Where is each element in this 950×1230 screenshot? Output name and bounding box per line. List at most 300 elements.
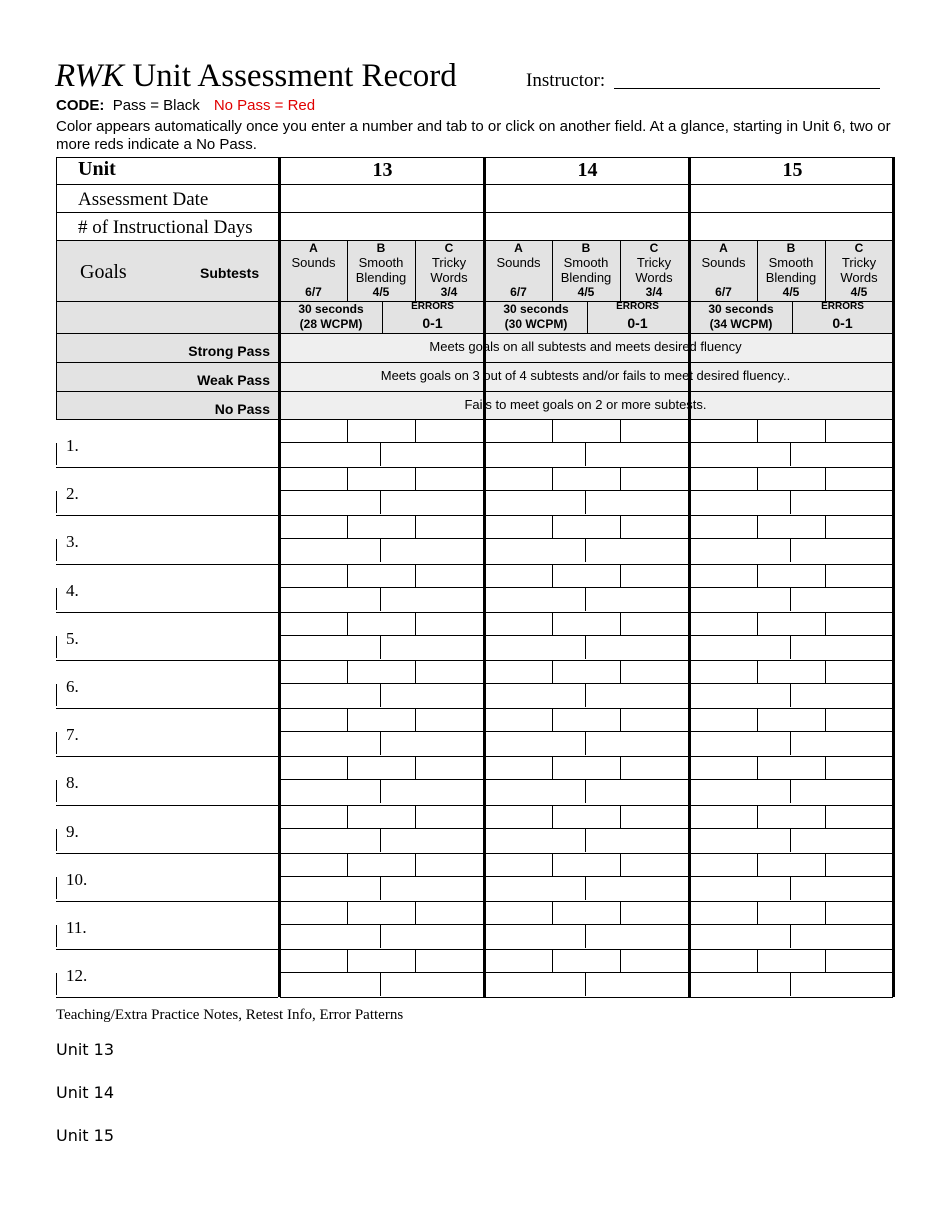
student-row-tick: [56, 684, 57, 706]
subtest-score-input[interactable]: [415, 420, 483, 442]
student-number: 4.: [66, 580, 79, 600]
subtest-score-input[interactable]: [280, 950, 347, 972]
fluency-score-input[interactable]: [280, 732, 380, 755]
subtest-score-input[interactable]: [825, 950, 893, 972]
subtest-score-input[interactable]: [825, 806, 893, 828]
subtest-goal: 6/7: [510, 285, 527, 299]
notes-unit-14[interactable]: Unit 14: [56, 1083, 115, 1102]
subtest-score-input[interactable]: [415, 757, 483, 779]
unit-13-days-input[interactable]: [280, 213, 483, 240]
subtest-score-input[interactable]: [280, 420, 347, 442]
subtest-score-input[interactable]: [552, 516, 620, 538]
subtest-name: Smooth: [563, 255, 609, 270]
unit-13-header: 13: [372, 159, 393, 181]
subtest-letter: C: [854, 241, 864, 255]
errors-score-input[interactable]: [791, 539, 892, 562]
page-title: [55, 56, 457, 96]
subtest-score-input[interactable]: [825, 661, 893, 683]
errors-score-input[interactable]: [381, 973, 482, 996]
unit-14-days-input[interactable]: [485, 213, 688, 240]
fluency-score-input[interactable]: [280, 829, 380, 852]
student-row-tick: [56, 636, 57, 658]
subtest-score-input[interactable]: [620, 757, 688, 779]
fluency-score-input[interactable]: [690, 829, 790, 852]
student-name-input[interactable]: [96, 471, 274, 513]
grid-line: [56, 333, 893, 334]
subtest-score-input[interactable]: [690, 709, 757, 731]
subtest-score-input[interactable]: [347, 854, 415, 876]
instructor-field[interactable]: [614, 88, 880, 89]
subtest-name: Smooth: [768, 255, 814, 270]
errors-label: ERRORS: [821, 301, 864, 312]
student-number: 5.: [66, 628, 79, 648]
errors-score-input[interactable]: [586, 732, 687, 755]
student-name-input[interactable]: [96, 712, 274, 754]
unit-13-date-input[interactable]: [280, 185, 483, 212]
goals-label: Goals: [80, 261, 127, 283]
errors-score-input[interactable]: [381, 684, 482, 707]
errors-score-input[interactable]: [586, 636, 687, 659]
criteria-label: Strong Pass: [188, 343, 270, 359]
errors-score-input[interactable]: [791, 780, 892, 803]
errors-score-input[interactable]: [381, 636, 482, 659]
errors-score-input[interactable]: [586, 684, 687, 707]
student-row-tick: [56, 539, 57, 561]
student-number: 7.: [66, 725, 79, 745]
subtest-score-input[interactable]: [552, 902, 620, 924]
student-number: 1.: [66, 436, 79, 455]
subtest-name: Blending: [765, 270, 817, 285]
errors-score-input[interactable]: [381, 588, 482, 611]
subtest-name: Sounds: [701, 255, 746, 270]
subtest-score-input[interactable]: [757, 420, 825, 442]
subtest-score-input[interactable]: [347, 757, 415, 779]
errors-score-input[interactable]: [791, 588, 892, 611]
errors-score-input[interactable]: [381, 491, 482, 514]
subtest-score-input[interactable]: [280, 757, 347, 779]
subtests-label: Subtests: [200, 265, 260, 281]
student-row-line: [56, 708, 278, 709]
subtest-score-input[interactable]: [485, 806, 552, 828]
student-row-tick: [56, 973, 57, 995]
subtest-score-input[interactable]: [485, 709, 552, 731]
fluency-score-input[interactable]: [485, 684, 585, 707]
notes-title: Teaching/Extra Practice Notes, Retest Info, Error Patterns: [56, 1007, 404, 1023]
errors-score-input[interactable]: [381, 877, 482, 900]
fluency-wcpm: (28 WCPM): [299, 317, 363, 331]
code-description: Color appears automatically once you enter a number and tab to or click on another field. At a glance, starting in Unit 6, two or more reds indicate a No Pass.: [56, 118, 891, 153]
student-name-input[interactable]: [96, 760, 274, 802]
subtest-score-input[interactable]: [415, 661, 483, 683]
subtest-name: Tricky: [431, 255, 467, 270]
fluency-score-input[interactable]: [280, 780, 380, 803]
errors-score-input[interactable]: [586, 539, 687, 562]
subtest-score-input[interactable]: [485, 565, 552, 587]
errors-score-input[interactable]: [586, 877, 687, 900]
subtest-goal: 3/4: [440, 285, 458, 299]
subtest-score-input[interactable]: [415, 709, 483, 731]
errors-score-input[interactable]: [586, 443, 687, 466]
subtest-score-input[interactable]: [485, 468, 552, 490]
assessment-date-label: Assessment Date: [78, 189, 209, 210]
fluency-wcpm: (34 WCPM): [709, 317, 773, 331]
grid-line: [483, 240, 484, 301]
subtest-score-input[interactable]: [552, 661, 620, 683]
subtest-score-input[interactable]: [280, 661, 347, 683]
subtest-score-input[interactable]: [690, 613, 757, 635]
fluency-score-input[interactable]: [690, 732, 790, 755]
fluency-score-input[interactable]: [280, 684, 380, 707]
student-row-line: [56, 515, 278, 516]
subtest-score-input[interactable]: [280, 709, 347, 731]
fluency-score-input[interactable]: [690, 877, 790, 900]
subtest-score-input[interactable]: [485, 902, 552, 924]
subtest-score-input[interactable]: [690, 902, 757, 924]
subtest-score-input[interactable]: [757, 468, 825, 490]
errors-score-input[interactable]: [586, 491, 687, 514]
code-no-pass: No Pass = Red: [213, 97, 316, 114]
errors-score-input[interactable]: [381, 780, 482, 803]
errors-score-input[interactable]: [791, 925, 892, 948]
subtest-goal: 4/5: [850, 285, 868, 299]
subtest-score-input[interactable]: [485, 950, 552, 972]
subtest-letter: B: [581, 241, 591, 255]
subtest-score-input[interactable]: [347, 902, 415, 924]
subtest-score-input[interactable]: [825, 516, 893, 538]
unit-14-header: 14: [577, 159, 598, 181]
errors-score-input[interactable]: [791, 684, 892, 707]
subtest-score-input[interactable]: [757, 902, 825, 924]
fluency-score-input[interactable]: [690, 588, 790, 611]
subtest-score-input[interactable]: [347, 420, 415, 442]
subtest-score-input[interactable]: [552, 565, 620, 587]
subtest-score-input[interactable]: [280, 806, 347, 828]
subtest-score-input[interactable]: [552, 709, 620, 731]
subtest-score-input[interactable]: [347, 468, 415, 490]
subtest-name: Words: [840, 270, 878, 285]
subtest-score-input[interactable]: [485, 661, 552, 683]
subtest-score-input[interactable]: [690, 468, 757, 490]
errors-label: ERRORS: [616, 301, 659, 312]
student-row-line: [56, 949, 278, 950]
errors-score-input[interactable]: [381, 539, 482, 562]
student-row-tick: [56, 829, 57, 851]
subtest-score-input[interactable]: [415, 468, 483, 490]
grid-line: [280, 997, 893, 998]
subtest-score-input[interactable]: [825, 709, 893, 731]
errors-score-input[interactable]: [791, 829, 892, 852]
fluency-score-input[interactable]: [690, 636, 790, 659]
subtest-score-input[interactable]: [690, 854, 757, 876]
subtest-name: Tricky: [841, 255, 877, 270]
subtest-score-input[interactable]: [757, 757, 825, 779]
subtest-name: Sounds: [496, 255, 541, 270]
subtest-score-input[interactable]: [620, 854, 688, 876]
subtest-score-input[interactable]: [757, 516, 825, 538]
errors-score-input[interactable]: [586, 588, 687, 611]
subtest-score-input[interactable]: [552, 613, 620, 635]
errors-score-input[interactable]: [586, 973, 687, 996]
errors-label: ERRORS: [411, 301, 454, 312]
fluency-score-input[interactable]: [690, 925, 790, 948]
student-name-input[interactable]: [96, 568, 274, 610]
grid-line: [688, 240, 689, 301]
subtest-score-input[interactable]: [690, 420, 757, 442]
fluency-score-input[interactable]: [485, 443, 585, 466]
errors-score-input[interactable]: [791, 443, 892, 466]
unit-15-header: 15: [782, 159, 803, 181]
fluency-score-input[interactable]: [280, 491, 380, 514]
student-row-line: [56, 756, 278, 757]
subtest-score-input[interactable]: [280, 902, 347, 924]
fluency-score-input[interactable]: [690, 491, 790, 514]
student-name-input[interactable]: [96, 423, 274, 465]
criteria-text: Meets goals on all subtests and meets desired fluency: [429, 339, 742, 354]
fluency-score-input[interactable]: [280, 877, 380, 900]
goals-label-cell: [56, 240, 278, 333]
subtest-score-input[interactable]: [825, 468, 893, 490]
unit-14-date-input[interactable]: [485, 185, 688, 212]
student-name-input[interactable]: [96, 519, 274, 561]
subtest-score-input[interactable]: [415, 902, 483, 924]
subtest-score-input[interactable]: [757, 806, 825, 828]
subtest-score-input[interactable]: [690, 950, 757, 972]
subtest-score-input[interactable]: [757, 661, 825, 683]
subtest-score-input[interactable]: [485, 516, 552, 538]
subtest-score-input[interactable]: [690, 757, 757, 779]
student-name-input[interactable]: [96, 857, 274, 899]
errors-score-input[interactable]: [586, 829, 687, 852]
student-row-tick: [56, 588, 57, 610]
subtest-score-input[interactable]: [620, 950, 688, 972]
subtest-score-input[interactable]: [347, 806, 415, 828]
student-row-line: [56, 660, 278, 661]
fluency-score-input[interactable]: [690, 539, 790, 562]
subtest-score-input[interactable]: [825, 420, 893, 442]
subtest-letter: B: [786, 241, 796, 255]
student-number: 12.: [66, 966, 88, 986]
subtest-letter: A: [309, 241, 318, 255]
subtest-score-input[interactable]: [347, 565, 415, 587]
criteria-label: No Pass: [214, 401, 270, 417]
student-row-line: [56, 805, 278, 806]
errors-score-input[interactable]: [791, 732, 892, 755]
subtest-score-input[interactable]: [552, 854, 620, 876]
code-pass: Pass = Black: [112, 97, 200, 114]
subtest-score-input[interactable]: [415, 806, 483, 828]
student-name-input[interactable]: [96, 809, 274, 851]
fluency-score-input[interactable]: [485, 780, 585, 803]
subtest-score-input[interactable]: [620, 468, 688, 490]
fluency-score-input[interactable]: [280, 539, 380, 562]
subtest-score-input[interactable]: [280, 468, 347, 490]
criteria-label: Weak Pass: [197, 372, 270, 388]
subtest-score-input[interactable]: [485, 854, 552, 876]
subtest-letter: B: [376, 241, 386, 255]
criteria-text: Fails to meet goals on 2 or more subtests.: [464, 397, 707, 412]
subtest-goal: 4/5: [577, 285, 595, 299]
subtest-score-input[interactable]: [825, 854, 893, 876]
subtest-score-input[interactable]: [347, 709, 415, 731]
subtest-name: Smooth: [358, 255, 404, 270]
student-name-input[interactable]: [96, 905, 274, 947]
subtest-score-input[interactable]: [690, 806, 757, 828]
subtest-score-input[interactable]: [415, 854, 483, 876]
errors-score-input[interactable]: [791, 491, 892, 514]
subtest-score-input[interactable]: [620, 420, 688, 442]
instructional-days-label: # of Instructional Days: [78, 217, 253, 238]
fluency-score-input[interactable]: [280, 925, 380, 948]
subtest-letter: C: [444, 241, 454, 255]
fluency-score-input[interactable]: [485, 829, 585, 852]
fluency-score-input[interactable]: [485, 491, 585, 514]
student-row-tick: [56, 491, 57, 513]
subtest-score-input[interactable]: [485, 757, 552, 779]
subtest-score-input[interactable]: [620, 613, 688, 635]
fluency-score-input[interactable]: [690, 780, 790, 803]
student-row-line: [56, 467, 278, 468]
fluency-score-input[interactable]: [690, 684, 790, 707]
student-number: 8.: [66, 773, 79, 793]
subtest-score-input[interactable]: [620, 565, 688, 587]
fluency-goal: 30 seconds: [708, 302, 774, 316]
subtest-score-input[interactable]: [415, 950, 483, 972]
subtest-score-input[interactable]: [415, 516, 483, 538]
subtest-score-input[interactable]: [415, 565, 483, 587]
fluency-score-input[interactable]: [485, 925, 585, 948]
student-name-input[interactable]: [96, 664, 274, 706]
student-name-input[interactable]: [96, 953, 274, 995]
subtest-letter: A: [719, 241, 728, 255]
subtest-goal: 6/7: [715, 285, 732, 299]
fluency-score-input[interactable]: [280, 588, 380, 611]
notes-unit-13[interactable]: Unit 13: [56, 1040, 115, 1059]
code-legend: [56, 97, 315, 114]
student-row-tick: [56, 925, 57, 947]
errors-score-input[interactable]: [381, 732, 482, 755]
fluency-score-input[interactable]: [485, 588, 585, 611]
subtest-score-input[interactable]: [757, 565, 825, 587]
subtest-score-input[interactable]: [620, 661, 688, 683]
student-row-line: [56, 612, 278, 613]
subtest-score-input[interactable]: [757, 854, 825, 876]
subtest-score-input[interactable]: [347, 613, 415, 635]
subtest-score-input[interactable]: [757, 950, 825, 972]
subtest-score-input[interactable]: [552, 757, 620, 779]
errors-score-input[interactable]: [791, 877, 892, 900]
errors-score-input[interactable]: [586, 925, 687, 948]
subtest-score-input[interactable]: [757, 613, 825, 635]
subtest-score-input[interactable]: [552, 420, 620, 442]
fluency-goal: 30 seconds: [298, 302, 364, 316]
subtest-score-input[interactable]: [620, 709, 688, 731]
subtest-score-input[interactable]: [690, 661, 757, 683]
subtest-score-input[interactable]: [825, 613, 893, 635]
fluency-score-input[interactable]: [280, 973, 380, 996]
subtest-score-input[interactable]: [620, 902, 688, 924]
subtest-score-input[interactable]: [280, 516, 347, 538]
subtest-score-input[interactable]: [552, 806, 620, 828]
student-row-tick: [56, 877, 57, 899]
fluency-score-input[interactable]: [690, 443, 790, 466]
subtest-name: Tricky: [636, 255, 672, 270]
fluency-score-input[interactable]: [485, 877, 585, 900]
student-row-tick: [56, 780, 57, 802]
subtest-score-input[interactable]: [620, 516, 688, 538]
student-row-line: [56, 997, 278, 998]
grid-line: [56, 362, 893, 363]
student-number: 6.: [66, 677, 79, 696]
errors-score-input[interactable]: [586, 780, 687, 803]
fluency-score-input[interactable]: [280, 636, 380, 659]
subtest-score-input[interactable]: [552, 950, 620, 972]
errors-goal: 0-1: [422, 315, 443, 331]
subtest-name: Blending: [355, 270, 407, 285]
subtest-score-input[interactable]: [347, 661, 415, 683]
fluency-score-input[interactable]: [280, 443, 380, 466]
grid-line: [893, 240, 894, 301]
subtest-score-input[interactable]: [620, 806, 688, 828]
subtest-goal: 3/4: [645, 285, 663, 299]
student-name-input[interactable]: [96, 616, 274, 658]
title-text: Unit Assessment Record: [124, 58, 457, 94]
errors-goal: 0-1: [627, 315, 648, 331]
errors-score-input[interactable]: [381, 829, 482, 852]
subtest-score-input[interactable]: [757, 709, 825, 731]
fluency-score-input[interactable]: [690, 973, 790, 996]
errors-score-input[interactable]: [791, 973, 892, 996]
subtest-score-input[interactable]: [825, 757, 893, 779]
subtest-score-input[interactable]: [347, 516, 415, 538]
fluency-score-input[interactable]: [485, 732, 585, 755]
unit-label: Unit: [78, 158, 116, 180]
subtest-score-input[interactable]: [690, 516, 757, 538]
subtest-letter: A: [514, 241, 523, 255]
subtest-score-input[interactable]: [280, 854, 347, 876]
errors-score-input[interactable]: [381, 443, 482, 466]
code-label: CODE:: [56, 97, 105, 114]
student-number: 9.: [66, 821, 79, 841]
student-number: 10.: [66, 869, 88, 889]
subtest-letter: C: [649, 241, 659, 255]
instructor-label: Instructor:: [526, 70, 606, 91]
subtest-score-input[interactable]: [280, 565, 347, 587]
subtest-score-input[interactable]: [485, 613, 552, 635]
subtest-score-input[interactable]: [825, 565, 893, 587]
notes-unit-15[interactable]: Unit 15: [56, 1126, 115, 1145]
student-row-line: [56, 564, 278, 565]
subtest-score-input[interactable]: [825, 902, 893, 924]
fluency-score-input[interactable]: [485, 973, 585, 996]
subtest-score-input[interactable]: [280, 613, 347, 635]
subtest-score-input[interactable]: [552, 468, 620, 490]
errors-score-input[interactable]: [381, 925, 482, 948]
student-row-line: [56, 901, 278, 902]
student-row-line: [56, 853, 278, 854]
fluency-score-input[interactable]: [485, 636, 585, 659]
subtest-score-input[interactable]: [415, 613, 483, 635]
fluency-score-input[interactable]: [485, 539, 585, 562]
subtest-name: Sounds: [291, 255, 336, 270]
errors-score-input[interactable]: [791, 636, 892, 659]
subtest-score-input[interactable]: [690, 565, 757, 587]
unit-15-days-input[interactable]: [690, 213, 893, 240]
student-row-tick: [56, 443, 57, 465]
student-number: 11.: [66, 918, 87, 937]
subtest-score-input[interactable]: [485, 420, 552, 442]
unit-15-date-input[interactable]: [690, 185, 893, 212]
subtest-score-input[interactable]: [347, 950, 415, 972]
